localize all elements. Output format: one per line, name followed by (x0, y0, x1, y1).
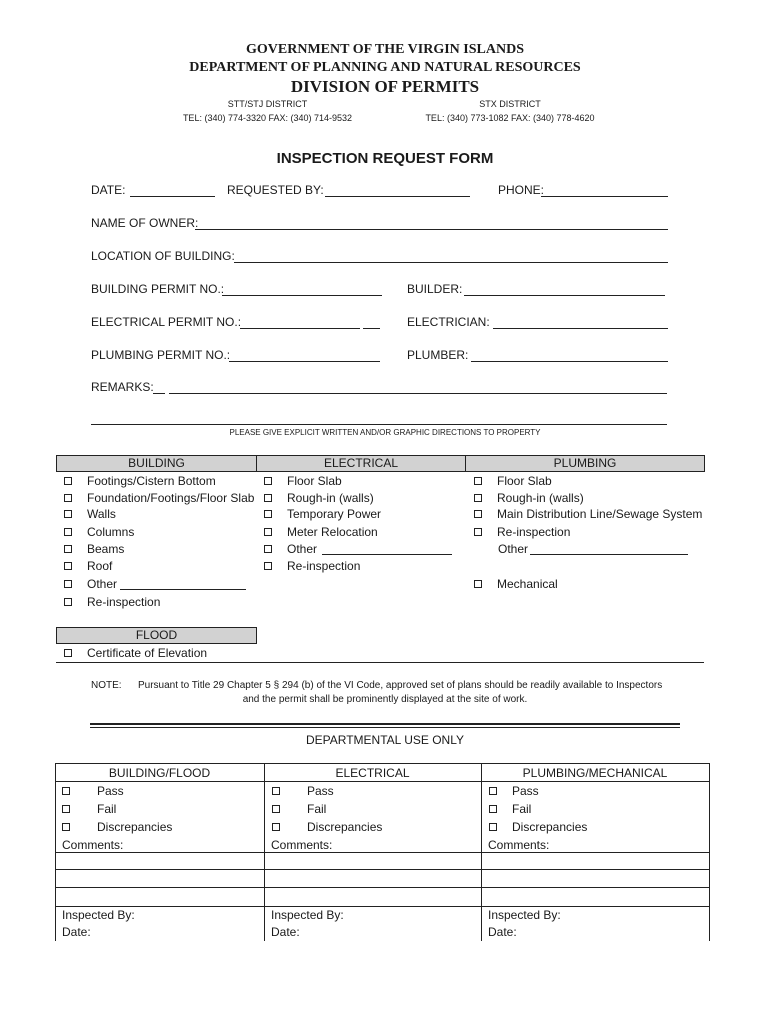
checkbox-icon[interactable] (474, 580, 482, 588)
col-header-building-flood: BUILDING/FLOOD (108, 766, 211, 780)
checkbox-icon[interactable] (474, 528, 482, 536)
electrical-permit-input-ext[interactable] (363, 328, 380, 329)
comments-input[interactable] (344, 852, 479, 853)
checkbox-icon[interactable] (64, 562, 72, 570)
checkbox-icon[interactable] (64, 598, 72, 606)
checkbox-icon[interactable] (264, 545, 272, 553)
plumber-label: PLUMBER: (407, 348, 469, 362)
checkbox-icon[interactable] (474, 494, 482, 502)
checkbox-icon[interactable] (489, 805, 497, 813)
pass-option[interactable]: Pass (489, 784, 539, 798)
electrical-item-other[interactable]: Other (264, 542, 317, 556)
plumbing-item[interactable]: Floor Slab (474, 474, 552, 488)
comments-input[interactable] (137, 852, 262, 853)
date-label: Date: (271, 925, 300, 939)
inspected-by-label: Inspected By: (62, 908, 135, 922)
checkbox-icon[interactable] (264, 528, 272, 536)
note-line-1: Pursuant to Title 29 Chapter 5 § 294 (b) of the VI Code, approved set of plans should be readily available to Inspectors (138, 680, 663, 691)
fail-option[interactable]: Fail (62, 802, 116, 816)
location-label: LOCATION OF BUILDING: (91, 249, 235, 263)
electrical-item[interactable]: Floor Slab (264, 474, 342, 488)
building-item[interactable]: Roof (64, 559, 112, 573)
building-header: BUILDING (56, 455, 257, 472)
plumbing-other-input[interactable] (530, 554, 688, 555)
pass-option[interactable]: Pass (62, 784, 124, 798)
electrician-input[interactable] (493, 328, 668, 329)
comments-input[interactable] (557, 852, 707, 853)
pass-option[interactable]: Pass (272, 784, 334, 798)
stx-tel: TEL: (340) 773-1082 FAX: (340) 778-4620 (425, 113, 595, 123)
electrician-label: ELECTRICIAN: (407, 315, 490, 329)
plumbing-item-mechanical[interactable]: Mechanical (474, 577, 558, 591)
remarks-input-start[interactable] (153, 393, 165, 394)
checkbox-icon[interactable] (64, 528, 72, 536)
plumbing-other-label: Other (498, 542, 529, 556)
checkbox-icon[interactable] (489, 823, 497, 831)
note-line-2: and the permit shall be prominently displayed at the site of work. (242, 694, 528, 705)
remarks-input[interactable] (169, 393, 667, 394)
electrical-other-input[interactable] (322, 554, 452, 555)
flood-divider (56, 662, 704, 663)
checkbox-icon[interactable] (62, 805, 70, 813)
electrical-item[interactable]: Re-inspection (264, 559, 360, 573)
table-border-right (709, 763, 710, 941)
stt-district: STT/STJ DISTRICT (227, 99, 308, 109)
electrical-item[interactable]: Meter Relocation (264, 525, 378, 539)
electrical-item[interactable]: Temporary Power (264, 507, 381, 521)
note-label: NOTE: (91, 680, 122, 691)
checkbox-icon[interactable] (62, 823, 70, 831)
plumbing-permit-input[interactable] (229, 361, 380, 362)
plumbing-item[interactable]: Rough-in (walls) (474, 491, 584, 505)
requested-by-label: REQUESTED BY: (227, 183, 324, 197)
date-input[interactable] (130, 196, 215, 197)
separator-top (90, 723, 680, 725)
date-label: Date: (488, 925, 517, 939)
checkbox-icon[interactable] (264, 510, 272, 518)
checkbox-icon[interactable] (264, 494, 272, 502)
phone-label: PHONE: (498, 183, 545, 197)
checkbox-icon[interactable] (64, 580, 72, 588)
col-header-plumbing-mechanical: PLUMBING/MECHANICAL (522, 766, 668, 780)
electrical-item[interactable]: Rough-in (walls) (264, 491, 374, 505)
fail-option[interactable]: Fail (272, 802, 326, 816)
building-item[interactable]: Columns (64, 525, 134, 539)
separator-bottom (90, 727, 680, 728)
header-line-2: DEPARTMENT OF PLANNING AND NATURAL RESOURCES (189, 60, 581, 75)
building-other-input[interactable] (120, 589, 246, 590)
checkbox-icon[interactable] (272, 805, 280, 813)
checkbox-icon[interactable] (474, 477, 482, 485)
building-item[interactable]: Beams (64, 542, 124, 556)
table-row-divider (55, 869, 709, 870)
building-permit-input[interactable] (222, 295, 382, 296)
electrical-permit-label: ELECTRICAL PERMIT NO.: (91, 315, 242, 329)
stx-district: STX DISTRICT (479, 99, 541, 109)
header-line-3: DIVISION OF PERMITS (290, 77, 480, 96)
checkbox-icon[interactable] (272, 787, 280, 795)
directions-note: PLEASE GIVE EXPLICIT WRITTEN AND/OR GRAPHIC DIRECTIONS TO PROPERTY (229, 428, 541, 437)
checkbox-icon[interactable] (264, 562, 272, 570)
date-label: Date: (62, 925, 91, 939)
comments-label: Comments: (62, 838, 124, 852)
table-header-divider (55, 781, 709, 782)
checkbox-icon[interactable] (64, 477, 72, 485)
table-row-divider (55, 906, 709, 907)
remarks-input-line-2[interactable] (91, 424, 667, 425)
table-border-left (55, 763, 56, 941)
stt-tel: TEL: (340) 774-3320 FAX: (340) 714-9532 (182, 113, 353, 123)
table-border-top (55, 763, 709, 764)
building-item-other[interactable]: Other (64, 577, 117, 591)
phone-input[interactable] (541, 196, 668, 197)
remarks-label: REMARKS: (91, 380, 154, 394)
discrepancies-option[interactable]: Discrepancies (62, 820, 172, 834)
inspected-by-label: Inspected By: (488, 908, 561, 922)
electrical-header: ELECTRICAL (256, 455, 466, 472)
table-col-divider (264, 763, 265, 941)
building-item[interactable]: Re-inspection (64, 595, 160, 609)
checkbox-icon[interactable] (64, 510, 72, 518)
comments-label: Comments: (271, 838, 333, 852)
builder-input[interactable] (464, 295, 665, 296)
flood-item[interactable]: Certificate of Elevation (64, 646, 207, 660)
building-item[interactable]: Footings/Cistern Bottom (64, 474, 216, 488)
date-label: DATE: (91, 183, 126, 197)
plumbing-header: PLUMBING (465, 455, 705, 472)
building-item[interactable]: Foundation/Footings/Floor Slab (64, 491, 254, 505)
plumbing-permit-label: PLUMBING PERMIT NO.: (91, 348, 231, 362)
checkbox-icon[interactable] (272, 823, 280, 831)
builder-label: BUILDER: (407, 282, 463, 296)
checkbox-icon[interactable] (489, 787, 497, 795)
checkbox-icon[interactable] (62, 787, 70, 795)
discrepancies-option[interactable]: Discrepancies (489, 820, 587, 834)
plumbing-item[interactable]: Main Distribution Line/Sewage System (474, 507, 702, 521)
flood-header: FLOOD (56, 627, 257, 644)
checkbox-icon[interactable] (64, 494, 72, 502)
checkbox-icon[interactable] (474, 510, 482, 518)
header-line-1: GOVERNMENT OF THE VIRGIN ISLANDS (246, 42, 524, 57)
inspected-by-label: Inspected By: (271, 908, 344, 922)
location-input[interactable] (234, 262, 668, 263)
checkbox-icon[interactable] (64, 649, 72, 657)
checkbox-icon[interactable] (64, 545, 72, 553)
col-header-electrical: ELECTRICAL (335, 766, 410, 780)
checkbox-icon[interactable] (264, 477, 272, 485)
comments-label: Comments: (488, 838, 550, 852)
plumber-input[interactable] (471, 361, 668, 362)
building-item[interactable]: Walls (64, 507, 116, 521)
owner-label: NAME OF OWNER: (91, 216, 199, 230)
plumbing-item[interactable]: Re-inspection (474, 525, 570, 539)
requested-by-input[interactable] (325, 196, 470, 197)
fail-option[interactable]: Fail (489, 802, 531, 816)
table-row-divider (55, 887, 709, 888)
building-permit-label: BUILDING PERMIT NO.: (91, 282, 225, 296)
owner-input[interactable] (195, 229, 668, 230)
electrical-permit-input[interactable] (240, 328, 360, 329)
dept-use-title: DEPARTMENTAL USE ONLY (305, 733, 465, 747)
table-col-divider (481, 763, 482, 941)
form-title: INSPECTION REQUEST FORM (276, 150, 494, 167)
discrepancies-option[interactable]: Discrepancies (272, 820, 382, 834)
